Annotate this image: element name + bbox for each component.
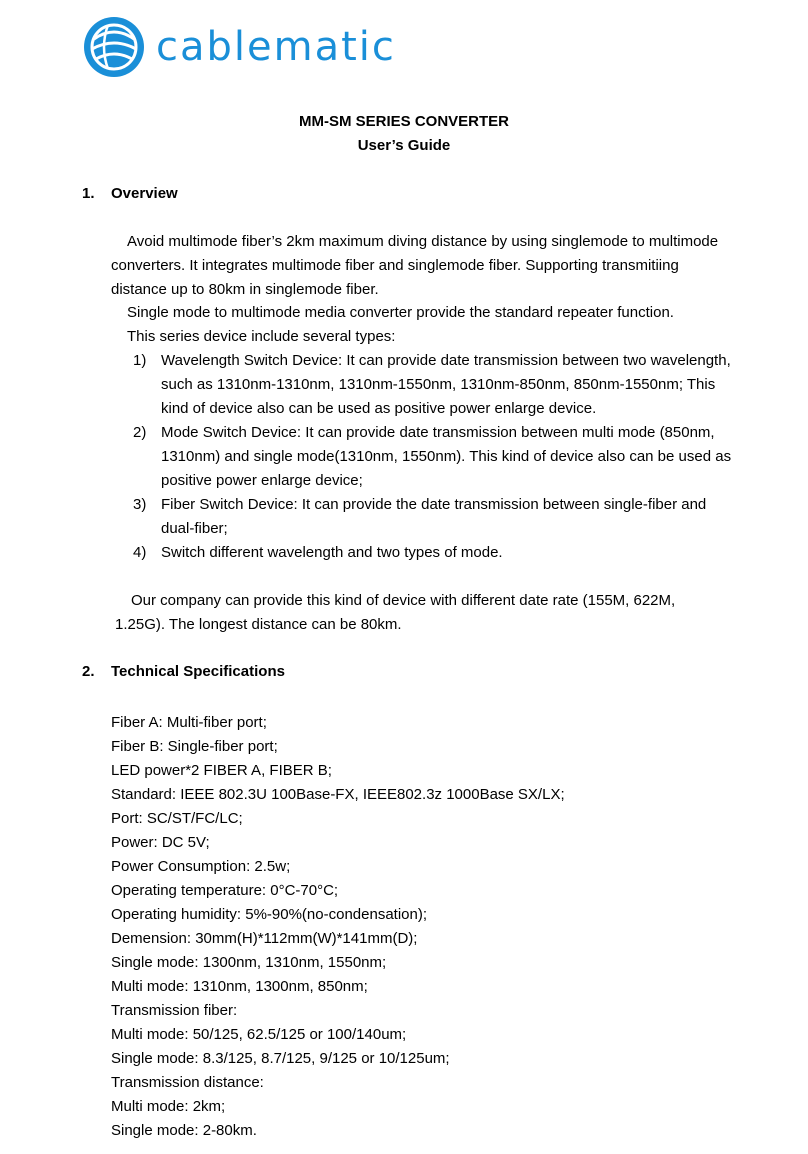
overview-para-4-line-2: 1.25G). The longest distance can be 80km. [115, 616, 402, 633]
spec-line: Single mode: 2-80km. [111, 1122, 257, 1139]
list-item-1-line-2: such as 1310nm-1310nm, 1310nm-1550nm, 1310nm-850nm, 850nm-1550nm; This [161, 376, 716, 393]
list-item-3-line-1: Fiber Switch Device: It can provide the date transmission between single-fiber and [161, 496, 707, 513]
spec-line: Demension: 30mm(H)*112mm(W)*141mm(D); [111, 930, 418, 947]
list-item-3-number: 3) [133, 496, 147, 513]
spec-line: Power Consumption: 2.5w; [111, 858, 291, 875]
list-item-4-number: 4) [133, 544, 147, 561]
spec-line: Multi mode: 2km; [111, 1098, 226, 1115]
list-item-2-line-1: Mode Switch Device: It can provide date transmission between multi mode (850nm, [161, 424, 715, 441]
logo-wordmark: cablematic [156, 24, 396, 70]
section-1-number: 1. [82, 185, 95, 202]
list-item-2-line-2: 1310nm) and single mode(1310nm, 1550nm). This kind of device also can be used as [161, 448, 732, 465]
globe-logo-icon [80, 15, 148, 79]
document-subtitle: User’s Guide [357, 137, 451, 154]
spec-line: Single mode: 8.3/125, 8.7/125, 9/125 or 10/125um; [111, 1050, 450, 1067]
spec-line: Operating humidity: 5%-90%(no-condensation); [111, 906, 428, 923]
section-1-heading: Overview [111, 185, 178, 202]
overview-para-2: Single mode to multimode media converter provide the standard repeater function. [127, 304, 674, 321]
spec-line: Single mode: 1300nm, 1310nm, 1550nm; [111, 954, 387, 971]
section-2-number: 2. [82, 663, 95, 680]
section-2-heading: Technical Specifications [111, 663, 285, 680]
overview-para-4-line-1: Our company can provide this kind of device with different date rate (155M, 622M, [131, 592, 676, 609]
spec-line: Fiber B: Single-fiber port; [111, 738, 278, 755]
spec-list [111, 711, 565, 1143]
list-item-2-number: 2) [133, 424, 147, 441]
list-item-1-line-1: Wavelength Switch Device: It can provide date transmission between two wavelength, [161, 352, 731, 369]
list-item-3-line-2: dual-fiber; [161, 520, 228, 537]
overview-para-1-line-2: converters. It integrates multimode fiber and singlemode fiber. Supporting transmitiing [111, 257, 679, 274]
overview-para-3: This series device include several types: [127, 328, 396, 345]
list-item-4-line-1: Switch different wavelength and two types of mode. [161, 544, 503, 561]
overview-para-1-line-3: distance up to 80km in singlemode fiber. [111, 281, 379, 298]
overview-para-1-line-1: Avoid multimode fiber’s 2km maximum diving distance by using singlemode to multimode [127, 233, 719, 250]
spec-line: LED power*2 FIBER A, FIBER B; [111, 762, 332, 779]
spec-line: Power: DC 5V; [111, 834, 210, 851]
document-title: MM-SM SERIES CONVERTER [298, 113, 509, 130]
spec-line: Operating temperature: 0°C-70°C; [111, 882, 339, 899]
spec-line: Fiber A: Multi-fiber port; [111, 714, 267, 731]
spec-line: Standard: IEEE 802.3U 100Base-FX, IEEE802.3z 1000Base SX/LX; [111, 786, 565, 803]
list-item-2-line-3: positive power enlarge device; [161, 472, 363, 489]
company-logo [80, 14, 480, 80]
spec-line: Multi mode: 50/125, 62.5/125 or 100/140um; [111, 1026, 407, 1043]
spec-line: Transmission fiber: [111, 1002, 238, 1019]
list-item-1-number: 1) [133, 352, 147, 369]
list-item-1-line-3: kind of device also can be used as positive power enlarge device. [161, 400, 597, 417]
spec-line: Transmission distance: [111, 1074, 264, 1091]
spec-line: Port: SC/ST/FC/LC; [111, 810, 243, 827]
spec-line: Multi mode: 1310nm, 1300nm, 850nm; [111, 978, 368, 995]
